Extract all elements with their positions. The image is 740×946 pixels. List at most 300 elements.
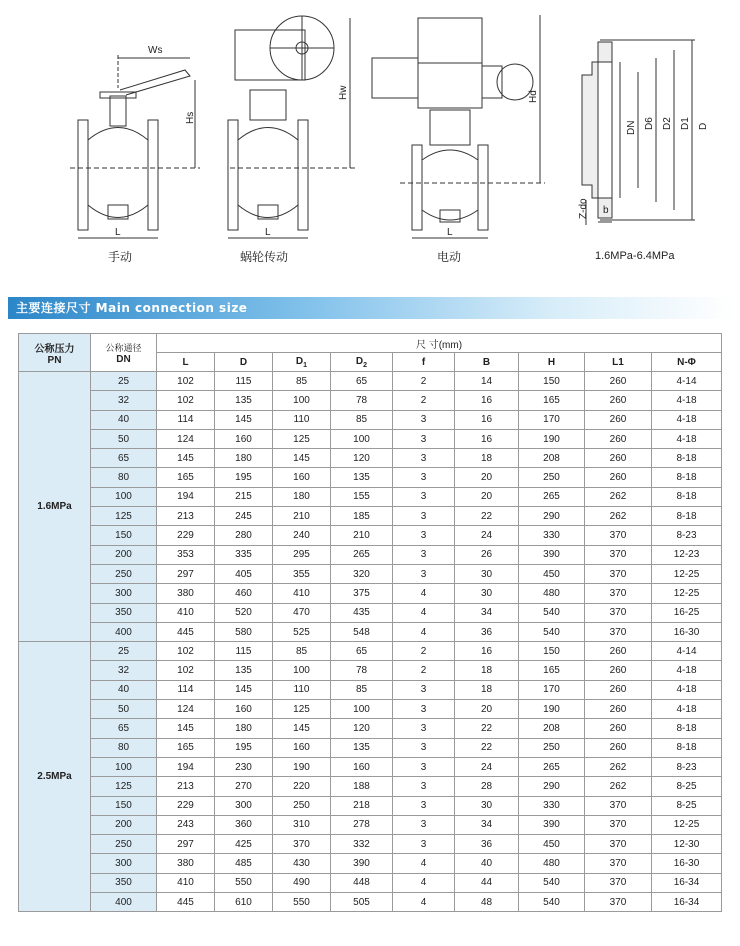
table-cell: 2 — [393, 642, 455, 661]
dn-cell: 250 — [91, 564, 157, 583]
table-cell: 370 — [585, 564, 652, 583]
table-cell: 16 — [455, 642, 519, 661]
table-cell: 250 — [273, 796, 331, 815]
table-cell: 12-25 — [652, 564, 722, 583]
table-cell: 208 — [519, 449, 585, 468]
table-cell: 4 — [393, 893, 455, 912]
table-cell: 44 — [455, 873, 519, 892]
table-cell: 4-18 — [652, 429, 722, 448]
dn-cell: 150 — [91, 796, 157, 815]
dn-cell: 32 — [91, 391, 157, 410]
table-cell: 120 — [331, 449, 393, 468]
table-cell: 24 — [455, 757, 519, 776]
table-cell: 8-18 — [652, 738, 722, 757]
label-d2: D2 — [662, 117, 673, 130]
dn-cell: 125 — [91, 777, 157, 796]
table-cell: 445 — [157, 893, 215, 912]
table-cell: 115 — [215, 642, 273, 661]
header-n-phi: N-Φ — [652, 353, 722, 372]
table-cell: 435 — [331, 603, 393, 622]
table-cell: 8-18 — [652, 507, 722, 526]
table-cell: 390 — [519, 815, 585, 834]
dn-cell: 25 — [91, 642, 157, 661]
table-row — [19, 526, 722, 545]
table-cell: 3 — [393, 487, 455, 506]
table-cell: 170 — [519, 680, 585, 699]
table-cell: 265 — [519, 757, 585, 776]
table-cell: 160 — [273, 468, 331, 487]
table-cell: 65 — [331, 372, 393, 391]
table-row — [19, 873, 722, 892]
table-row — [19, 564, 722, 583]
table-cell: 135 — [331, 738, 393, 757]
table-cell: 295 — [273, 545, 331, 564]
header-dim-group: 尺 寸(mm) — [157, 334, 722, 353]
label-z-do: Z-do — [578, 198, 589, 219]
dn-cell: 350 — [91, 873, 157, 892]
table-cell: 4 — [393, 603, 455, 622]
table-cell: 375 — [331, 584, 393, 603]
table-cell: 12-25 — [652, 584, 722, 603]
table-cell: 260 — [585, 680, 652, 699]
header-d2-main: D — [355, 355, 364, 367]
table-cell: 370 — [585, 873, 652, 892]
label-dn: DN — [626, 120, 637, 135]
dn-cell: 40 — [91, 410, 157, 429]
caption-manual: 手动 — [108, 250, 133, 264]
table-cell: 8-25 — [652, 777, 722, 796]
table-cell: 34 — [455, 603, 519, 622]
table-cell: 16 — [455, 429, 519, 448]
section-header — [8, 297, 734, 319]
table-cell: 540 — [519, 603, 585, 622]
header-l1: L1 — [585, 353, 652, 372]
table-row — [19, 719, 722, 738]
table-cell: 210 — [331, 526, 393, 545]
table-row — [19, 410, 722, 429]
table-cell: 165 — [157, 738, 215, 757]
header-d: D — [215, 353, 273, 372]
table-cell: 250 — [519, 738, 585, 757]
table-row — [19, 700, 722, 719]
table-cell: 85 — [273, 642, 331, 661]
table-cell: 8-18 — [652, 487, 722, 506]
table-cell: 480 — [519, 584, 585, 603]
table-cell: 145 — [273, 719, 331, 738]
table-row — [19, 507, 722, 526]
table-cell: 78 — [331, 391, 393, 410]
label-hd: Hd — [528, 90, 539, 103]
table-cell: 260 — [585, 738, 652, 757]
dimension-table — [18, 333, 721, 912]
table-row — [19, 642, 722, 661]
table-cell: 280 — [215, 526, 273, 545]
header-dn-cn: 公称通径 — [105, 342, 142, 353]
table-cell: 3 — [393, 835, 455, 854]
table-row — [19, 661, 722, 680]
table-cell: 135 — [215, 661, 273, 680]
table-cell: 8-25 — [652, 796, 722, 815]
table-cell: 380 — [157, 584, 215, 603]
table-cell: 425 — [215, 835, 273, 854]
table-cell: 2 — [393, 391, 455, 410]
dn-cell: 40 — [91, 680, 157, 699]
table-cell: 260 — [585, 700, 652, 719]
table-row — [19, 545, 722, 564]
dn-cell: 32 — [91, 661, 157, 680]
table-cell: 16-34 — [652, 873, 722, 892]
table-cell: 4-14 — [652, 372, 722, 391]
table-row — [19, 449, 722, 468]
table-cell: 262 — [585, 507, 652, 526]
table-cell: 194 — [157, 487, 215, 506]
table-cell: 114 — [157, 680, 215, 699]
label-ws: Ws — [148, 45, 163, 56]
table-cell: 610 — [215, 893, 273, 912]
table-cell: 262 — [585, 487, 652, 506]
table-row — [19, 391, 722, 410]
table-cell: 22 — [455, 738, 519, 757]
header-dn-en: DN — [116, 353, 131, 365]
table-cell: 448 — [331, 873, 393, 892]
table-cell: 245 — [215, 507, 273, 526]
table-cell: 360 — [215, 815, 273, 834]
table-cell: 8-18 — [652, 468, 722, 487]
caption-flange: 1.6MPa-6.4MPa — [595, 250, 675, 262]
table-cell: 195 — [215, 468, 273, 487]
table-cell: 8-23 — [652, 757, 722, 776]
table-cell: 30 — [455, 584, 519, 603]
table-cell: 550 — [273, 893, 331, 912]
header-b: B — [455, 353, 519, 372]
table-row — [19, 622, 722, 641]
table-cell: 120 — [331, 719, 393, 738]
table-cell: 20 — [455, 468, 519, 487]
table-cell: 125 — [273, 429, 331, 448]
header-d1 — [273, 353, 331, 372]
table-cell: 410 — [157, 603, 215, 622]
table-cell: 470 — [273, 603, 331, 622]
table-cell: 20 — [455, 487, 519, 506]
table-cell: 16-30 — [652, 854, 722, 873]
table-cell: 210 — [273, 507, 331, 526]
table-cell: 195 — [215, 738, 273, 757]
table-cell: 85 — [273, 372, 331, 391]
table-cell: 3 — [393, 564, 455, 583]
valve-drawings — [0, 0, 740, 275]
table-body — [19, 372, 722, 912]
label-d1: D1 — [680, 117, 691, 130]
table-cell: 30 — [455, 796, 519, 815]
table-row — [19, 738, 722, 757]
table-cell: 4-18 — [652, 700, 722, 719]
table-row — [19, 429, 722, 448]
table-cell: 65 — [331, 642, 393, 661]
table-cell: 145 — [215, 410, 273, 429]
dn-cell: 80 — [91, 738, 157, 757]
table-cell: 28 — [455, 777, 519, 796]
table-row — [19, 584, 722, 603]
table-cell: 3 — [393, 680, 455, 699]
table-cell: 230 — [215, 757, 273, 776]
table-cell: 85 — [331, 680, 393, 699]
table-cell: 40 — [455, 854, 519, 873]
table-row — [19, 893, 722, 912]
table-cell: 2 — [393, 661, 455, 680]
table-cell: 160 — [215, 700, 273, 719]
caption-worm: 蜗轮传动 — [240, 250, 289, 264]
table-cell: 34 — [455, 815, 519, 834]
header-pn-en: PN — [47, 354, 62, 366]
dn-cell: 200 — [91, 545, 157, 564]
table-cell: 3 — [393, 777, 455, 796]
table-cell: 240 — [273, 526, 331, 545]
flange-section-drawing — [582, 40, 695, 225]
table-row — [19, 796, 722, 815]
table-cell: 330 — [519, 526, 585, 545]
table-cell: 213 — [157, 777, 215, 796]
table-row — [19, 835, 722, 854]
table-cell: 550 — [215, 873, 273, 892]
table-cell: 260 — [585, 661, 652, 680]
table-cell: 215 — [215, 487, 273, 506]
table-row — [19, 815, 722, 834]
table-cell: 102 — [157, 642, 215, 661]
table-cell: 3 — [393, 815, 455, 834]
table-cell: 290 — [519, 507, 585, 526]
dn-cell: 250 — [91, 835, 157, 854]
table-cell: 260 — [585, 391, 652, 410]
table-cell: 300 — [215, 796, 273, 815]
table-cell: 260 — [585, 410, 652, 429]
table-cell: 30 — [455, 564, 519, 583]
table-cell: 145 — [157, 449, 215, 468]
dn-cell: 100 — [91, 487, 157, 506]
dn-cell: 65 — [91, 449, 157, 468]
table-cell: 110 — [273, 410, 331, 429]
table-cell: 208 — [519, 719, 585, 738]
table-cell: 370 — [273, 835, 331, 854]
table-cell: 16 — [455, 391, 519, 410]
table-cell: 100 — [331, 700, 393, 719]
header-h: H — [519, 353, 585, 372]
label-l-manual: L — [115, 227, 121, 238]
table-cell: 445 — [157, 622, 215, 641]
worm-valve-drawing — [228, 16, 355, 238]
table-cell: 370 — [585, 893, 652, 912]
label-b: b — [603, 205, 609, 216]
dn-cell: 50 — [91, 429, 157, 448]
table-cell: 540 — [519, 873, 585, 892]
table-cell: 150 — [519, 642, 585, 661]
table-cell: 260 — [585, 642, 652, 661]
table-cell: 190 — [519, 700, 585, 719]
table-cell: 410 — [273, 584, 331, 603]
header-d1-sub: 1 — [303, 361, 308, 369]
table-cell: 370 — [585, 545, 652, 564]
table-cell: 102 — [157, 661, 215, 680]
table-cell: 370 — [585, 622, 652, 641]
table-cell: 8-18 — [652, 719, 722, 738]
table-cell: 18 — [455, 680, 519, 699]
table-cell: 100 — [273, 661, 331, 680]
header-dn — [91, 334, 157, 372]
table-cell: 580 — [215, 622, 273, 641]
label-d6: D6 — [644, 117, 655, 130]
table-cell: 3 — [393, 738, 455, 757]
table-cell: 265 — [519, 487, 585, 506]
table-cell: 3 — [393, 757, 455, 776]
table-cell: 165 — [519, 391, 585, 410]
table-cell: 548 — [331, 622, 393, 641]
table-cell: 165 — [519, 661, 585, 680]
table-cell: 4-18 — [652, 661, 722, 680]
table-cell: 115 — [215, 372, 273, 391]
table-cell: 16 — [455, 410, 519, 429]
table-cell: 262 — [585, 777, 652, 796]
table-cell: 390 — [331, 854, 393, 873]
table-cell: 100 — [273, 391, 331, 410]
table-cell: 14 — [455, 372, 519, 391]
table-cell: 170 — [519, 410, 585, 429]
header-d1-main: D — [295, 355, 304, 367]
table-cell: 4 — [393, 854, 455, 873]
table-cell: 155 — [331, 487, 393, 506]
table-cell: 390 — [519, 545, 585, 564]
table-cell: 4-18 — [652, 680, 722, 699]
label-l-electric: L — [447, 227, 453, 238]
table-cell: 24 — [455, 526, 519, 545]
table-cell: 125 — [273, 700, 331, 719]
pn-group-cell: 1.6MPa — [19, 372, 91, 642]
table-cell: 8-18 — [652, 449, 722, 468]
table-row — [19, 372, 722, 391]
table-cell: 278 — [331, 815, 393, 834]
table-cell: 4 — [393, 584, 455, 603]
table-cell: 22 — [455, 719, 519, 738]
table-cell: 145 — [273, 449, 331, 468]
table-cell: 370 — [585, 603, 652, 622]
table-cell: 124 — [157, 700, 215, 719]
table-cell: 220 — [273, 777, 331, 796]
table-cell: 85 — [331, 410, 393, 429]
table-cell: 229 — [157, 526, 215, 545]
caption-electric: 电动 — [437, 250, 462, 264]
table-cell: 410 — [157, 873, 215, 892]
table-cell: 270 — [215, 777, 273, 796]
table-cell: 160 — [331, 757, 393, 776]
table-cell: 330 — [519, 796, 585, 815]
table-cell: 355 — [273, 564, 331, 583]
table-cell: 180 — [215, 449, 273, 468]
table-cell: 180 — [215, 719, 273, 738]
label-d: D — [698, 122, 709, 130]
header-f: f — [393, 353, 455, 372]
table-cell: 4-14 — [652, 642, 722, 661]
table-row — [19, 680, 722, 699]
table-cell: 525 — [273, 622, 331, 641]
table-cell: 297 — [157, 564, 215, 583]
table-cell: 485 — [215, 854, 273, 873]
table-cell: 3 — [393, 449, 455, 468]
table-cell: 185 — [331, 507, 393, 526]
table-cell: 370 — [585, 584, 652, 603]
table-cell: 124 — [157, 429, 215, 448]
table-cell: 3 — [393, 468, 455, 487]
table-cell: 370 — [585, 526, 652, 545]
table-cell: 22 — [455, 507, 519, 526]
table-cell: 150 — [519, 372, 585, 391]
table-cell: 145 — [215, 680, 273, 699]
table-cell: 540 — [519, 893, 585, 912]
table-cell: 190 — [519, 429, 585, 448]
table-cell: 243 — [157, 815, 215, 834]
table-cell: 36 — [455, 835, 519, 854]
manual-valve-drawing — [70, 55, 200, 238]
label-l-worm: L — [265, 227, 271, 238]
table-cell: 8-23 — [652, 526, 722, 545]
table-row — [19, 854, 722, 873]
pn-group-cell: 2.5MPa — [19, 642, 91, 912]
table-cell: 102 — [157, 391, 215, 410]
table-cell: 310 — [273, 815, 331, 834]
table-cell: 450 — [519, 835, 585, 854]
table-cell: 102 — [157, 372, 215, 391]
table-cell: 218 — [331, 796, 393, 815]
table-cell: 20 — [455, 700, 519, 719]
table-row — [19, 777, 722, 796]
table-cell: 490 — [273, 873, 331, 892]
table-cell: 380 — [157, 854, 215, 873]
table-cell: 260 — [585, 429, 652, 448]
dn-cell: 350 — [91, 603, 157, 622]
table-cell: 260 — [585, 449, 652, 468]
table-cell: 3 — [393, 719, 455, 738]
header-d2-sub: 2 — [363, 361, 368, 369]
table-cell: 540 — [519, 622, 585, 641]
table-cell: 12-25 — [652, 815, 722, 834]
table-cell: 110 — [273, 680, 331, 699]
table-cell: 16-34 — [652, 893, 722, 912]
table-cell: 370 — [585, 796, 652, 815]
table-cell: 430 — [273, 854, 331, 873]
dn-cell: 150 — [91, 526, 157, 545]
table-cell: 3 — [393, 410, 455, 429]
table-cell: 3 — [393, 429, 455, 448]
table-cell: 3 — [393, 507, 455, 526]
dn-cell: 50 — [91, 700, 157, 719]
dn-cell: 400 — [91, 622, 157, 641]
dn-cell: 25 — [91, 372, 157, 391]
table-cell: 180 — [273, 487, 331, 506]
table-cell: 48 — [455, 893, 519, 912]
header-pn — [19, 334, 91, 372]
table-cell: 297 — [157, 835, 215, 854]
table-cell: 335 — [215, 545, 273, 564]
table-cell: 262 — [585, 757, 652, 776]
table-cell: 114 — [157, 410, 215, 429]
table-cell: 480 — [519, 854, 585, 873]
table-cell: 190 — [273, 757, 331, 776]
table-cell: 135 — [215, 391, 273, 410]
table-cell: 194 — [157, 757, 215, 776]
table-cell: 290 — [519, 777, 585, 796]
header-l: L — [157, 353, 215, 372]
table-cell: 505 — [331, 893, 393, 912]
table-cell: 12-23 — [652, 545, 722, 564]
electric-valve-drawing — [372, 15, 545, 238]
table-cell: 165 — [157, 468, 215, 487]
